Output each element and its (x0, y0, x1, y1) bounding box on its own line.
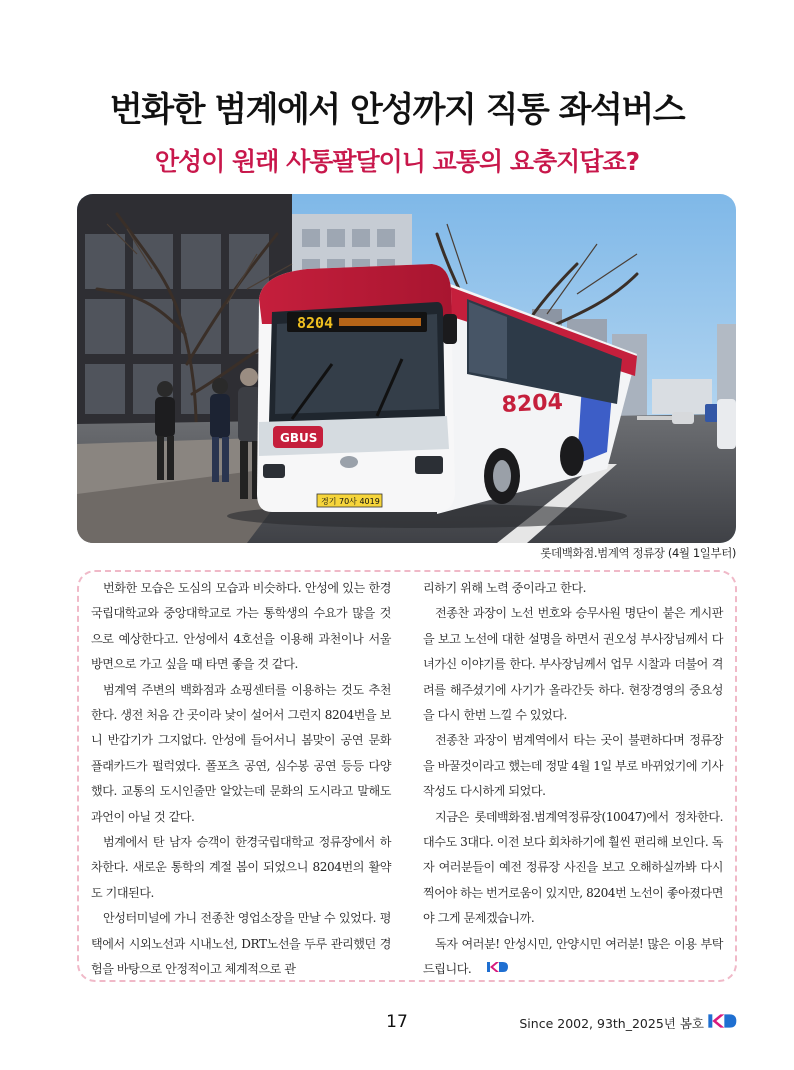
kd-logo-icon (708, 1013, 738, 1032)
issue-info (519, 1013, 738, 1032)
paragraph: 전종찬 과장이 노선 번호와 승무사원 명단이 붙은 게시판을 보고 노선에 대한 설명을 하면서 권오성 부사장님께서 다녀가신 이야기를 한다. 부사장님께서 업무 시찰과 더불어 격려를 해주셨기에 사기가 올라간듯 하다. 현장경영의 중요성을 다시 한번 느낄 수 있었다. (423, 606, 723, 723)
page-number: 17 (386, 1012, 408, 1032)
article-column-left (91, 576, 391, 983)
paragraph: 번화한 모습은 도심의 모습과 비슷하다. 안성에 있는 한경국립대학교와 중앙대학교로 가는 통학생의 수요가 많을 것으로 예상한다고. 안성에서 4호선을 이용해 과천이나 서울 방면으로 가고 싶을 때 타면 좋을 것 같다. (91, 581, 391, 672)
paragraph: 범계역 주변의 백화점과 쇼핑센터를 이용하는 것도 추천한다. 생전 처음 간 곳이라 낯이 설어서 그런지 8204번을 보니 반갑기가 그지없다. 안성에 들어서니 봄맞이 공연 문화 플래카드가 펄럭였다. 폴포츠 공연, 심수봉 공연 등등 다양했다. 교통의 도시인줄만 알았는데 문화의 도시라고 말해도 과언이 아닐 것 같다. (91, 682, 391, 824)
paragraph: 범계에서 탄 남자 승객이 한경국립대학교 정류장에서 하차한다. 새로운 통학의 계절 봄이 되었으니 8204번의 활약도 기대된다. (91, 835, 391, 900)
issue-text: Since 2002, 93th_2025년 봄호 (519, 1015, 704, 1031)
photo-caption: 롯데백화점.범계역 정류장 (4월 1일부터) (540, 546, 736, 560)
closing-text: 독자 여러분! 안성시민, 안양시민 여러분! 많은 이용 부탁드립니다. (423, 936, 723, 977)
bus-side-number: 8204 (501, 389, 564, 418)
paragraph: 안성터미널에 가니 전종찬 영업소장을 만날 수 있었다. 평택에서 시외노선과 시내노선, DRT노선을 두루 관리했던 경험을 바탕으로 안정적이고 체계적으로 관 (91, 911, 391, 977)
bus-photo (77, 194, 736, 543)
paragraph: 전종찬 과장이 범계역에서 타는 곳이 불편하다며 정류장을 바꿀것이라고 했는데 정말 4월 1일 부로 바뀌었기에 기사 작성도 다시하게 되었다. (423, 733, 723, 799)
bus-brand-logo: GBUS (280, 431, 318, 445)
article-column-right (423, 576, 723, 983)
article-subtitle: 안성이 원래 사통팔달이니 교통의 요충지답죠? (154, 147, 640, 176)
paragraph-last (423, 932, 723, 983)
article-title: 번화한 범계에서 안성까지 직통 좌석버스 (109, 90, 685, 130)
bus-destination-sign: 8204 (297, 314, 334, 332)
bus-license-plate: 경기 70사 4019 (321, 497, 380, 506)
paragraph: 리하기 위해 노력 중이라고 한다. (423, 581, 586, 595)
paragraph: 지금은 롯데백화점.범계역정류장(10047)에서 정차한다. 대수도 3대다. 이전 보다 회차하기에 훨씬 편리해 보인다. 독자 여러분들이 예전 정류장 사진을 보고 오해하실까봐 다시 찍어야 하는 번거로움이 있지만, 8204번 노선이 좋아졌다면야 그게 문제겠습니까. (423, 809, 723, 926)
kd-logo-icon (475, 957, 509, 982)
